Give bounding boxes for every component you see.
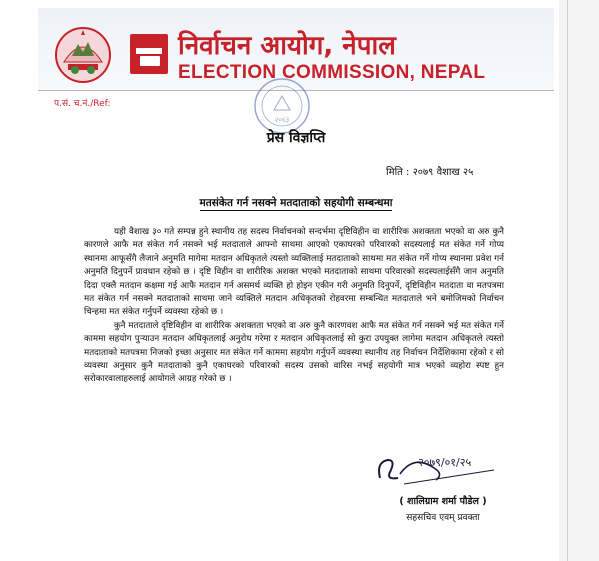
org-name-english: ELECTION COMMISSION, NEPAL xyxy=(178,62,486,83)
handwritten-signature xyxy=(374,444,504,494)
reference-label: प.सं. च.नं./Ref: xyxy=(54,99,111,109)
document-body xyxy=(84,226,504,387)
org-name-nepali: निर्वाचन आयोग, नेपाल xyxy=(178,31,396,61)
right-gutter xyxy=(559,0,599,561)
document-title: प्रेस विज्ञप्ति xyxy=(266,130,326,146)
subject-text: मतसंकेत गर्न नसक्ने मतदाताको सहयोगी सम्बन्धमा xyxy=(199,197,393,209)
signature-date: २०७९/०१/२५ xyxy=(418,456,472,469)
press-release-page xyxy=(38,8,554,556)
nepal-emblem-icon xyxy=(54,26,112,84)
signatory-post: सहसचिव एवम् प्रवक्ता xyxy=(406,513,480,523)
document-subject xyxy=(38,196,554,210)
document-date: मिति : २०७९ वैशाख २५ xyxy=(386,167,474,178)
official-seal-icon xyxy=(252,76,312,136)
svg-text:२०६३: २०६३ xyxy=(274,116,290,124)
body-paragraph-2: कुनै मतदाताले दृष्टिविहीन वा शारीरिक अशक्तता भएको वा अरु कुनै कारणवश आफै मत संकेत गर्न नसक्ने भई मत संकेत गर्ने काममा सहयोग पुऱ्याउन मतदान अधिकृतलाई अनुरोध गरेमा र मतदान अधिकृतलाई सो कुरा उपयुक्त लागेमा मतदान अधिकृतले त्यस्तो मतदाताको मतपत्रमा निजको इच्छा अनुसार मत संकेत गर्ने काममा सहयोग गर्नुपर्ने व्यवस्था स्थानीय तह निर्वाचन निर्देशिकामा रहेको र सो व्यवस्था अनुसार कुनै मतदाताको कुनै एकाघरको परिवारको सदस्य उसको वारिस नभई सहयोगी मात्र भएको व्यहोरा स्पष्ट हुन सरोकारवालाहरुलाई आयोगले आग्रह गरेको छ । xyxy=(84,320,504,385)
signatory-name: ( शालिग्राम शर्मा पौडेल ) xyxy=(399,496,487,507)
election-commission-logo-icon xyxy=(130,34,168,74)
body-paragraph-1: यही वैशाख ३० गते सम्पन्न हुने स्थानीय तह सदस्य निर्वाचनको सन्दर्भमा दृष्टिविहीन वा शारीरिक अशक्तता भएको वा अरु कुनै कारणले आफै मत संकेत गर्न नसक्ने भई मतदाताले आफ्नो साथमा आएको एकाघरको परिवारको सदस्यलाई मत संकेत गर्ने गोप्य स्थानमा आफूसँगै लैजाने अनुमति मागेमा मतदान अधिकृतले त्यस्तो व्यक्तिलाई मतदाताको साथमा मत संकेत गर्ने गोप्य स्थानमा प्रवेश गर्न अनुमति दिनुपर्ने प्रावधान रहेको छ । दृष्टि विहीन वा शारीरिक अशक्त भएको मतदाताको साथमा परिवारको सदस्यलाईसँगै जान अनुमति दिदा एक्लै मतदान कक्षमा गई आफै मतदान गर्न असमर्थ व्यक्ति हो होइन एकीन गरी अनुमति दिनुपर्ने, दृष्टिविहीन मतदाता वा मतपत्रमा मत संकेत गर्न नसक्ने मतदाताको साथमा जाने व्यक्तिले मतदान अधिकृतको रोहवरमा सम्बन्धित मतदाताले भने बमोजिमको निर्वाचन चिन्हमा मत संकेत गर्नुपर्ने व्यवस्था रहेको छ । xyxy=(84,227,504,318)
